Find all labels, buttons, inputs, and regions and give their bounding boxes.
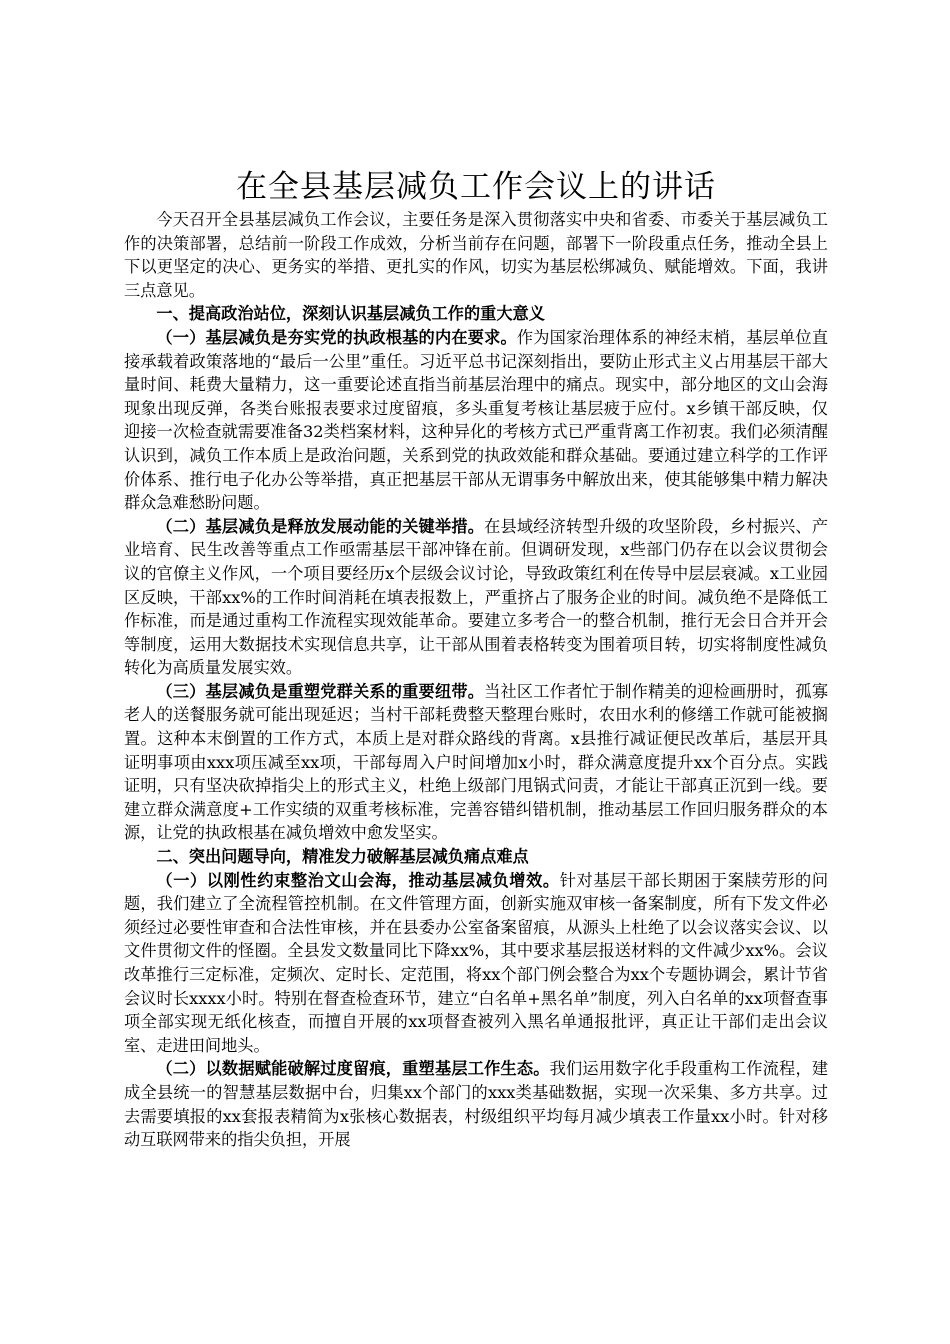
section-2-paragraph-1 bbox=[124, 869, 828, 1058]
section-1-heading: 一、提高政治站位，深刻认识基层减负工作的重大意义 bbox=[156, 304, 545, 324]
section-1-paragraph-3-lead: （三）基层减负是重塑党群关系的重要纽带。 bbox=[156, 681, 485, 701]
section-2-paragraph-1-text: 针对基层干部长期困于案牍劳形的问题，我们建立了全流程管控机制。在文件管理方面，创新实施双审核一备案制度，所有下发文件必须经过必要性审查和合法性审核，并在县委办公室备案留痕，从源头上杜绝了以会议落实会议、以文件贯彻文件的怪圈。全县发文数量同比下降xx%，其中要求基层报送材料的文件减少xx%。会议改革推行三定标准，定频次、定时长、定范围，将xx个部门例会整合为xx个专题协调会，累计节省会议时长xxxx小时。特别在督查检查环节，建立“白名单+黑名单”制度，列入白名单的xx项督查事项全部实现无纸化核查，而擅自开展的xx项督查被列入黑名单通报批评，真正让干部们走出会议室、走进田间地头。 bbox=[124, 870, 829, 1055]
section-1-paragraph-1-text: 作为国家治理体系的神经末梢，基层单位直接承载着政策落地的“最后一公里”重任。习近平总书记深刻指出，要防止形式主义占用基层干部大量时间、耗费大量精力，这一重要论述直指当前基层治理中的痛点。现实中，部分地区的文山会海现象出现反弹，各类台账报表要求过度留痕，多头重复考核让基层疲于应付。x乡镇干部反映，仅迎接一次检查就需要准备32类档案材料，这种异化的考核方式已严重背离工作初衷。我们必须清醒认识到，减负工作本质上是政治问题，关系到党的执政效能和群众基础。要通过建立科学的工作评价体系、推行电子化办公等举措，真正把基层干部从无谓事务中解放出来，使其能够集中精力解决群众急难愁盼问题。 bbox=[124, 327, 829, 513]
document-title: 在全县基层减负工作会议上的讲话 bbox=[236, 169, 716, 205]
section-1-paragraph-3-text: 当社区工作者忙于制作精美的迎检画册时，孤寡老人的送餐服务就可能出现延迟；当村干部耗费整天整理台账时，农田水利的修缮工作就可能被搁置。这种本末倒置的工作方式，本质上是对群众路线的背离。x县推行减证便民改革后，基层开具证明事项由xxx项压减至xx项，干部每周入户时间增加x小时，群众满意度提升xx个百分点。实践证明，只有坚决砍掉指尖上的形式主义，杜绝上级部门甩锅式问责，才能让干部真正沉到一线。要建立群众满意度+工作实绩的双重考核标准，完善容错纠错机制，推动基层工作回归服务群众的本源，让党的执政根基在减负增效中愈发坚实。 bbox=[124, 681, 829, 843]
document-page bbox=[124, 168, 828, 1152]
section-2-heading: 二、突出问题导向，精准发力破解基层减负痛点难点 bbox=[156, 847, 529, 867]
section-2-paragraph-2-lead: （二）以数据赋能破解过度留痕，重塑基层工作生态。 bbox=[156, 1059, 550, 1079]
section-2-paragraph-2-text: 我们运用数字化手段重构工作流程，建成全县统一的智慧基层数据中台，归集xx个部门的xxx类基础数据，实现一次采集、多方共享。过去需要填报的xx套报表精简为x张核心数据表，村级组织平均每月减少填表工作量xx小时。针对移动互联网带来的指尖负担，开展 bbox=[124, 1059, 829, 1150]
section-1-paragraph-2 bbox=[124, 515, 828, 680]
section-1-paragraph-3 bbox=[124, 680, 828, 845]
section-1-paragraph-1-lead: （一）基层减负是夯实党的执政根基的内在要求。 bbox=[156, 327, 517, 347]
section-2-paragraph-1-lead: （一）以刚性约束整治文山会海，推动基层减负增效。 bbox=[156, 870, 560, 890]
section-2-paragraph-2 bbox=[124, 1057, 828, 1151]
section-1-paragraph-2-text: 在县域经济转型升级的攻坚阶段，乡村振兴、产业培育、民生改善等重点工作亟需基层干部冲锋在前。但调研发现，x些部门仍存在以会议贯彻会议的官僚主义作风，一个项目要经历x个层级会议讨论，导致政策红利在传导中层层衰减。x工业园区反映，干部xx%的工作时间消耗在填表报数上，严重挤占了服务企业的时间。减负绝不是降低工作标准，而是通过重构工作流程实现效能革命。要建立多考合一的整合机制，推行无会日合并开会等制度，运用大数据技术实现信息共享，让干部从围着表格转变为围着项目转，切实将制度性减负转化为高质量发展实效。 bbox=[124, 516, 829, 678]
section-1-paragraph-1 bbox=[124, 326, 828, 515]
intro-paragraph: 今天召开全县基层减负工作会议，主要任务是深入贯彻落实中央和省委、市委关于基层减负工作的决策部署，总结前一阶段工作成效，分析当前存在问题，部署下一阶段重点任务，推动全县上下以更坚定的决心、更务实的举措、更扎实的作风，切实为基层松绑减负、赋能增效。下面，我讲三点意见。 bbox=[124, 210, 828, 300]
section-1-paragraph-2-lead: （二）基层减负是释放发展动能的关键举措。 bbox=[156, 516, 485, 536]
